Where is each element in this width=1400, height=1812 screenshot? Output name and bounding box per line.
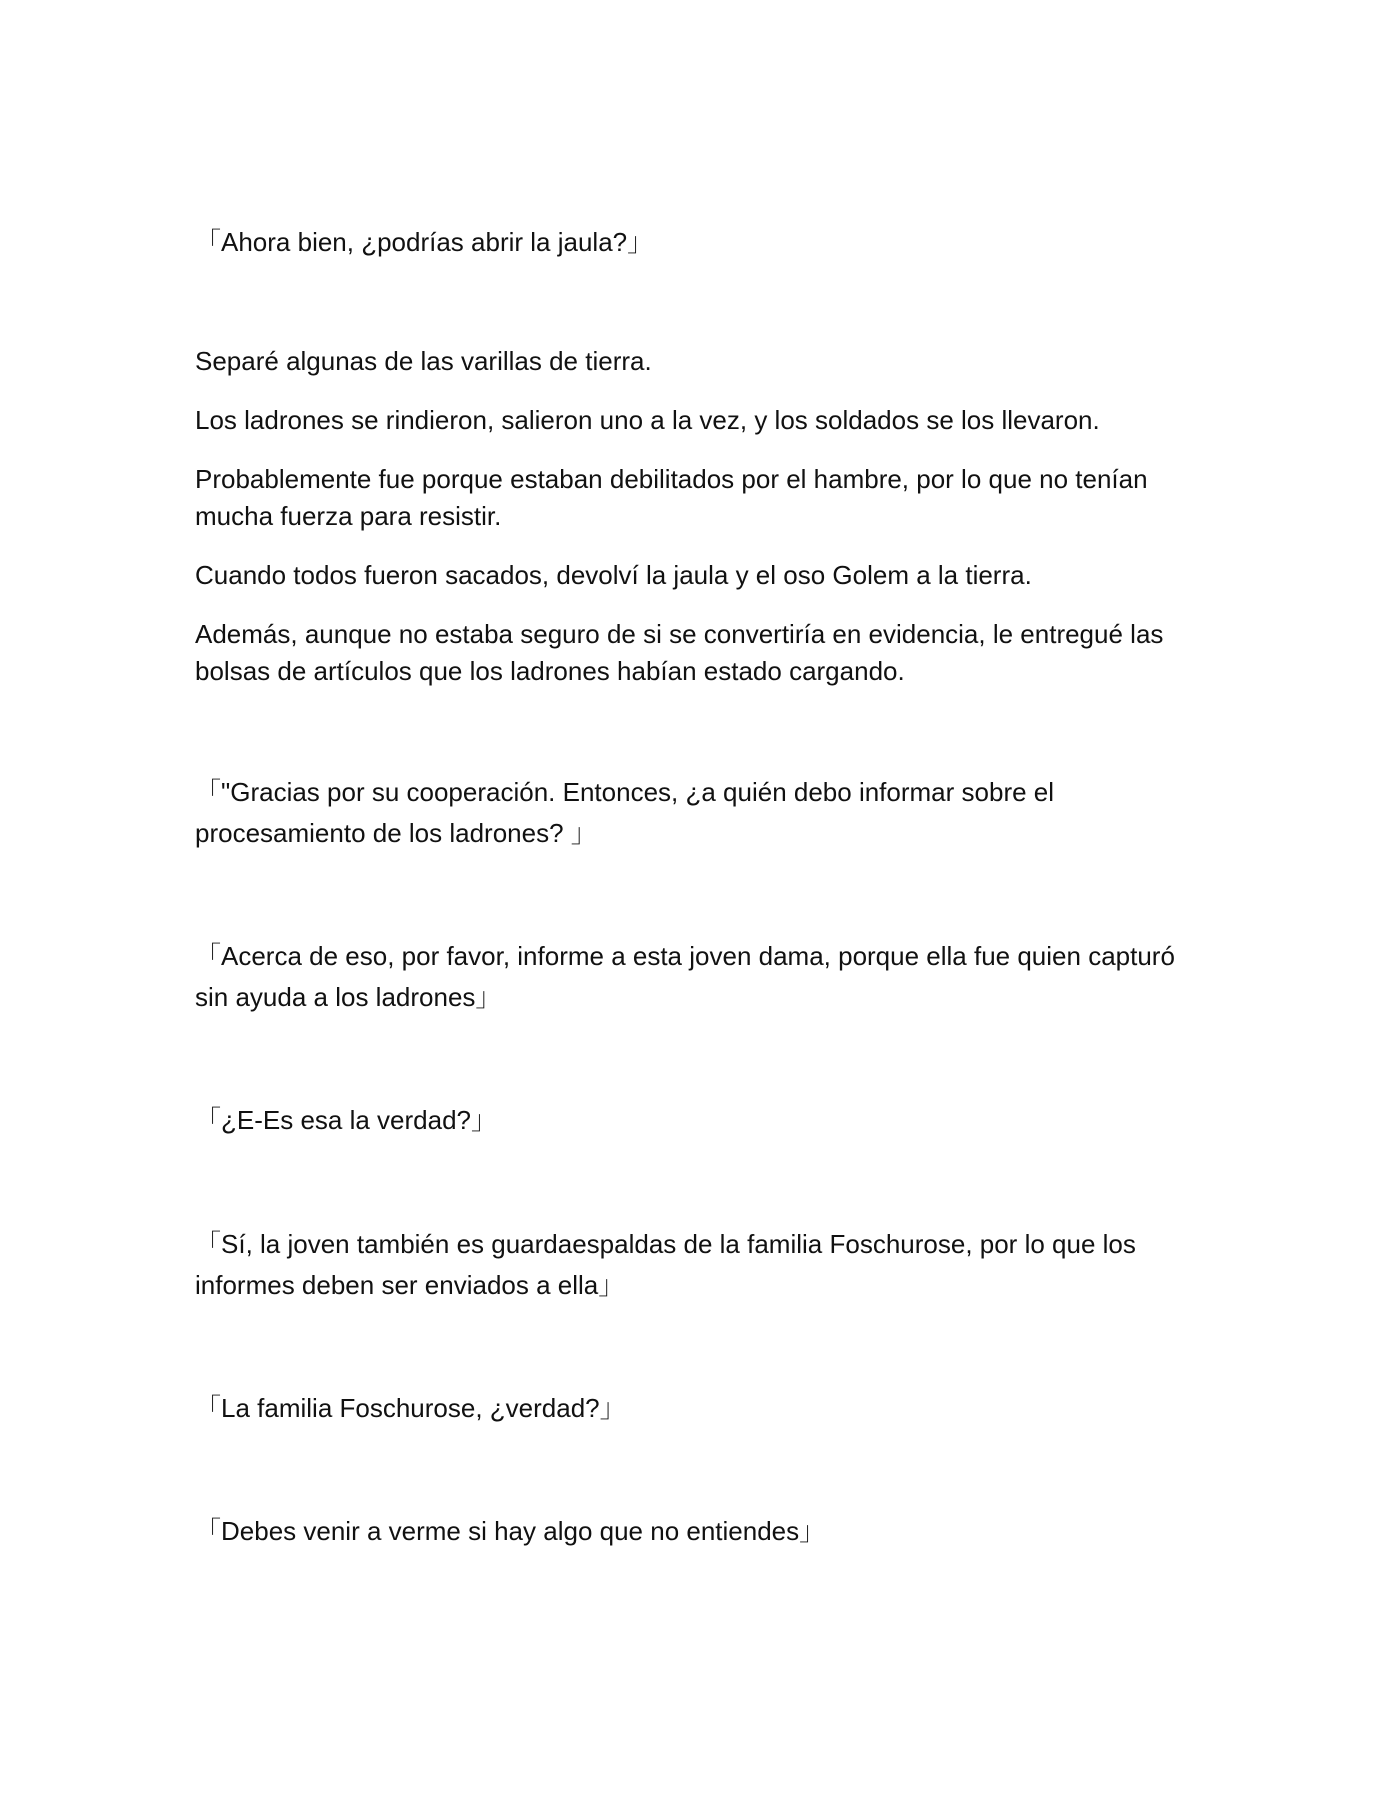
dialogue-line: 「Sí, la joven también es guardaespaldas de la familia Foschurose, por lo que los informes deben ser enviados a ella」 (195, 1229, 1136, 1300)
dialogue-line: 「¿E-Es esa la verdad?」 (195, 1105, 498, 1135)
dialogue-line: 「Acerca de eso, por favor, informe a esta joven dama, porque ella fue quien capturó sin ayuda a los ladrones」 (195, 941, 1175, 1012)
dialogue-line: 「La familia Foschurose, ¿verdad?」 (195, 1393, 626, 1423)
narration-paragraph: Los ladrones se rindieron, salieron uno a la vez, y los soldados se los llevaron. (195, 405, 1100, 435)
narration-paragraph: Cuando todos fueron sacados, devolví la jaula y el oso Golem a la tierra. (195, 560, 1032, 590)
narration-paragraph: Probablemente fue porque estaban debilitados por el hambre, por lo que no tenían mucha fuerza para resistir. (195, 464, 1148, 531)
dialogue-line: 「"Gracias por su cooperación. Entonces, ¿a quién debo informar sobre el procesamiento de los ladrones? 」 (195, 777, 1055, 848)
narration-paragraph: Además, aunque no estaba seguro de si se convertiría en evidencia, le entregué las bolsas de artículos que los ladrones habían estado cargando. (195, 619, 1164, 686)
dialogue-line: 「Ahora bien, ¿podrías abrir la jaula?」 (195, 227, 654, 257)
dialogue-line: 「Debes venir a verme si hay algo que no entiendes」 (195, 1516, 826, 1546)
narration-paragraph: Separé algunas de las varillas de tierra. (195, 346, 652, 376)
